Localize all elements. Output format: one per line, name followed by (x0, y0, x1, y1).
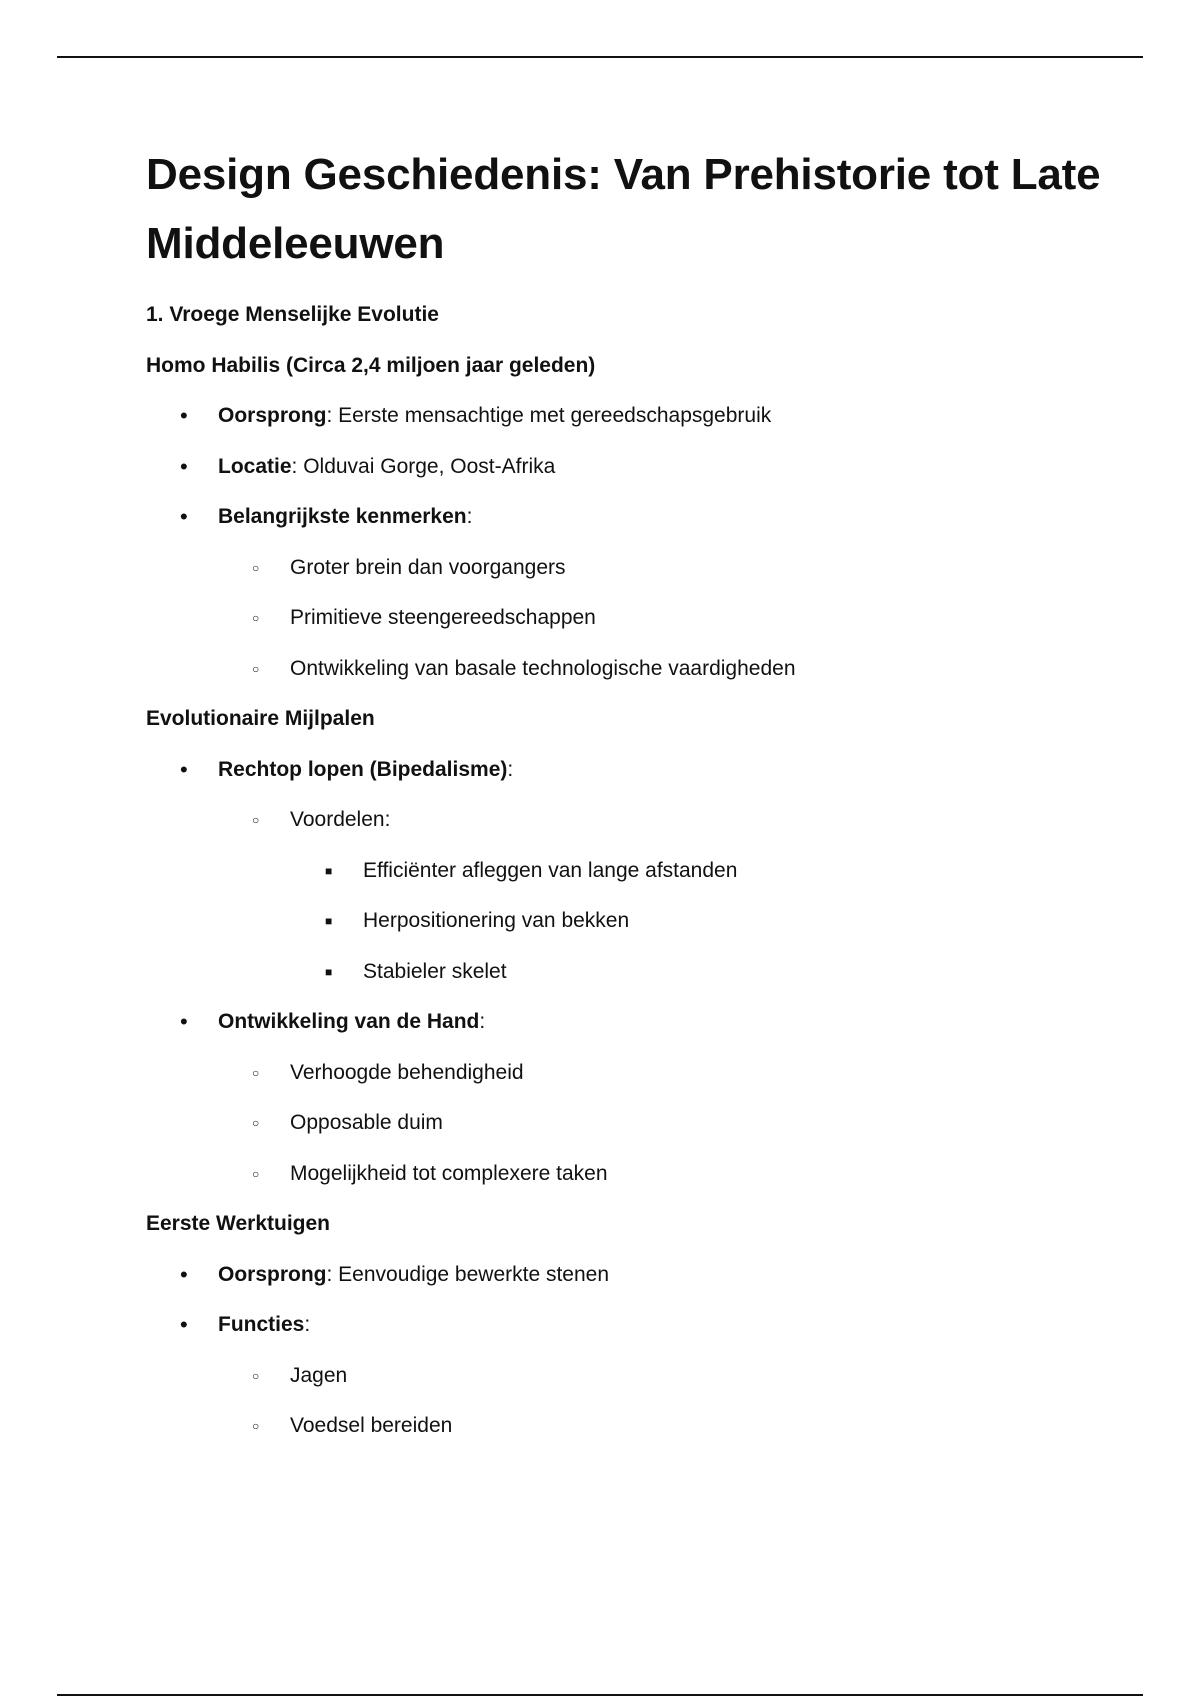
sub-list-item (146, 1098, 1106, 1149)
subsection-heading-mijlpalen: Evolutionaire Mijlpalen (146, 707, 375, 730)
bottom-rule (57, 1694, 1143, 1696)
item-label: Oorsprong (218, 1262, 327, 1286)
item-label: Oorsprong (218, 404, 327, 427)
item-text: : Eerste mensachtige met gereedschapsgebruik (326, 404, 772, 427)
list-item-oorsprong-werktuigen (146, 1250, 1106, 1301)
subsection-heading-homo-habilis: Homo Habilis (Circa 2,4 miljoen jaar geleden) (146, 353, 596, 377)
bullet-marker: • (180, 403, 188, 428)
circle-marker: ○ (252, 813, 260, 827)
circle-marker: ○ (252, 1065, 260, 1080)
subsection-heading-werktuigen: Eerste Werktuigen (146, 1212, 331, 1235)
sub-list-item-voordelen (146, 795, 1106, 846)
item-label: Rechtop lopen (Bipedalisme) (218, 757, 508, 781)
bullet-marker: • (180, 504, 188, 529)
item-text: Herpositionering van bekken (363, 909, 630, 932)
square-marker: ■ (325, 964, 333, 979)
item-text: Groter brein dan voorgangers (290, 555, 566, 579)
top-rule (57, 56, 1143, 58)
item-label: Ontwikkeling van de Hand (218, 1010, 480, 1033)
item-label: Functies (218, 1313, 305, 1336)
item-text: Efficiënter afleggen van lange afstanden (363, 858, 738, 882)
bullet-marker: • (180, 756, 188, 782)
sub-list-item (146, 1401, 1106, 1452)
item-text: Jagen (290, 1363, 348, 1387)
sub-sub-list-item (146, 846, 1106, 897)
item-text: Opposable duim (290, 1111, 443, 1134)
item-label: Belangrijkste kenmerken (218, 505, 467, 528)
item-text: Primitieve steengereedschappen (290, 606, 596, 629)
list-item-functies (146, 1300, 1106, 1351)
item-text: : Olduvai Gorge, Oost-Afrika (291, 454, 556, 478)
item-text: : Eenvoudige bewerkte stenen (326, 1262, 610, 1286)
item-text: : (466, 505, 473, 528)
bullet-marker: • (180, 1009, 188, 1034)
item-text: Voedsel bereiden (290, 1414, 453, 1437)
document-title: Design Geschiedenis: Van Prehistorie tot Late Middeleeuwen (146, 150, 1101, 268)
sub-sub-list-item (146, 947, 1106, 998)
sub-list-item (146, 593, 1106, 644)
item-label: Locatie (218, 454, 292, 478)
sub-sub-list-item (146, 896, 1106, 947)
sub-list-item (146, 1048, 1106, 1099)
item-text: : (507, 757, 514, 781)
circle-marker: ○ (252, 560, 260, 575)
circle-marker: ○ (252, 1116, 260, 1130)
square-marker: ■ (325, 863, 333, 878)
list-item-kenmerken (146, 492, 1106, 543)
bullet-marker: • (180, 1312, 188, 1337)
item-text: Voordelen: (290, 808, 391, 831)
sub-list-item (146, 644, 1106, 695)
item-text: Verhoogde behendigheid (290, 1060, 524, 1084)
list-item-locatie (146, 442, 1106, 493)
square-marker: ■ (325, 914, 333, 928)
item-text: : (479, 1010, 486, 1033)
item-text: : (304, 1313, 311, 1336)
list-item-hand (146, 997, 1106, 1048)
sub-list-item (146, 1149, 1106, 1200)
document-body (146, 140, 1106, 1452)
list-item-oorsprong (146, 391, 1106, 442)
circle-marker: ○ (252, 611, 260, 625)
bullet-marker: • (180, 1261, 188, 1287)
section-heading: 1. Vroege Menselijke Evolutie (146, 303, 439, 326)
item-text: Mogelijkheid tot complexere taken (290, 1161, 608, 1185)
circle-marker: ○ (252, 1419, 260, 1433)
circle-marker: ○ (252, 661, 260, 676)
item-text: Ontwikkeling van basale technologische vaardigheden (290, 656, 796, 680)
circle-marker: ○ (252, 1166, 260, 1181)
bullet-marker: • (180, 453, 188, 479)
list-item-rechtop-lopen (146, 745, 1106, 796)
sub-list-item (146, 1351, 1106, 1402)
item-text: Stabieler skelet (363, 959, 507, 983)
circle-marker: ○ (252, 1368, 260, 1383)
sub-list-item (146, 543, 1106, 594)
